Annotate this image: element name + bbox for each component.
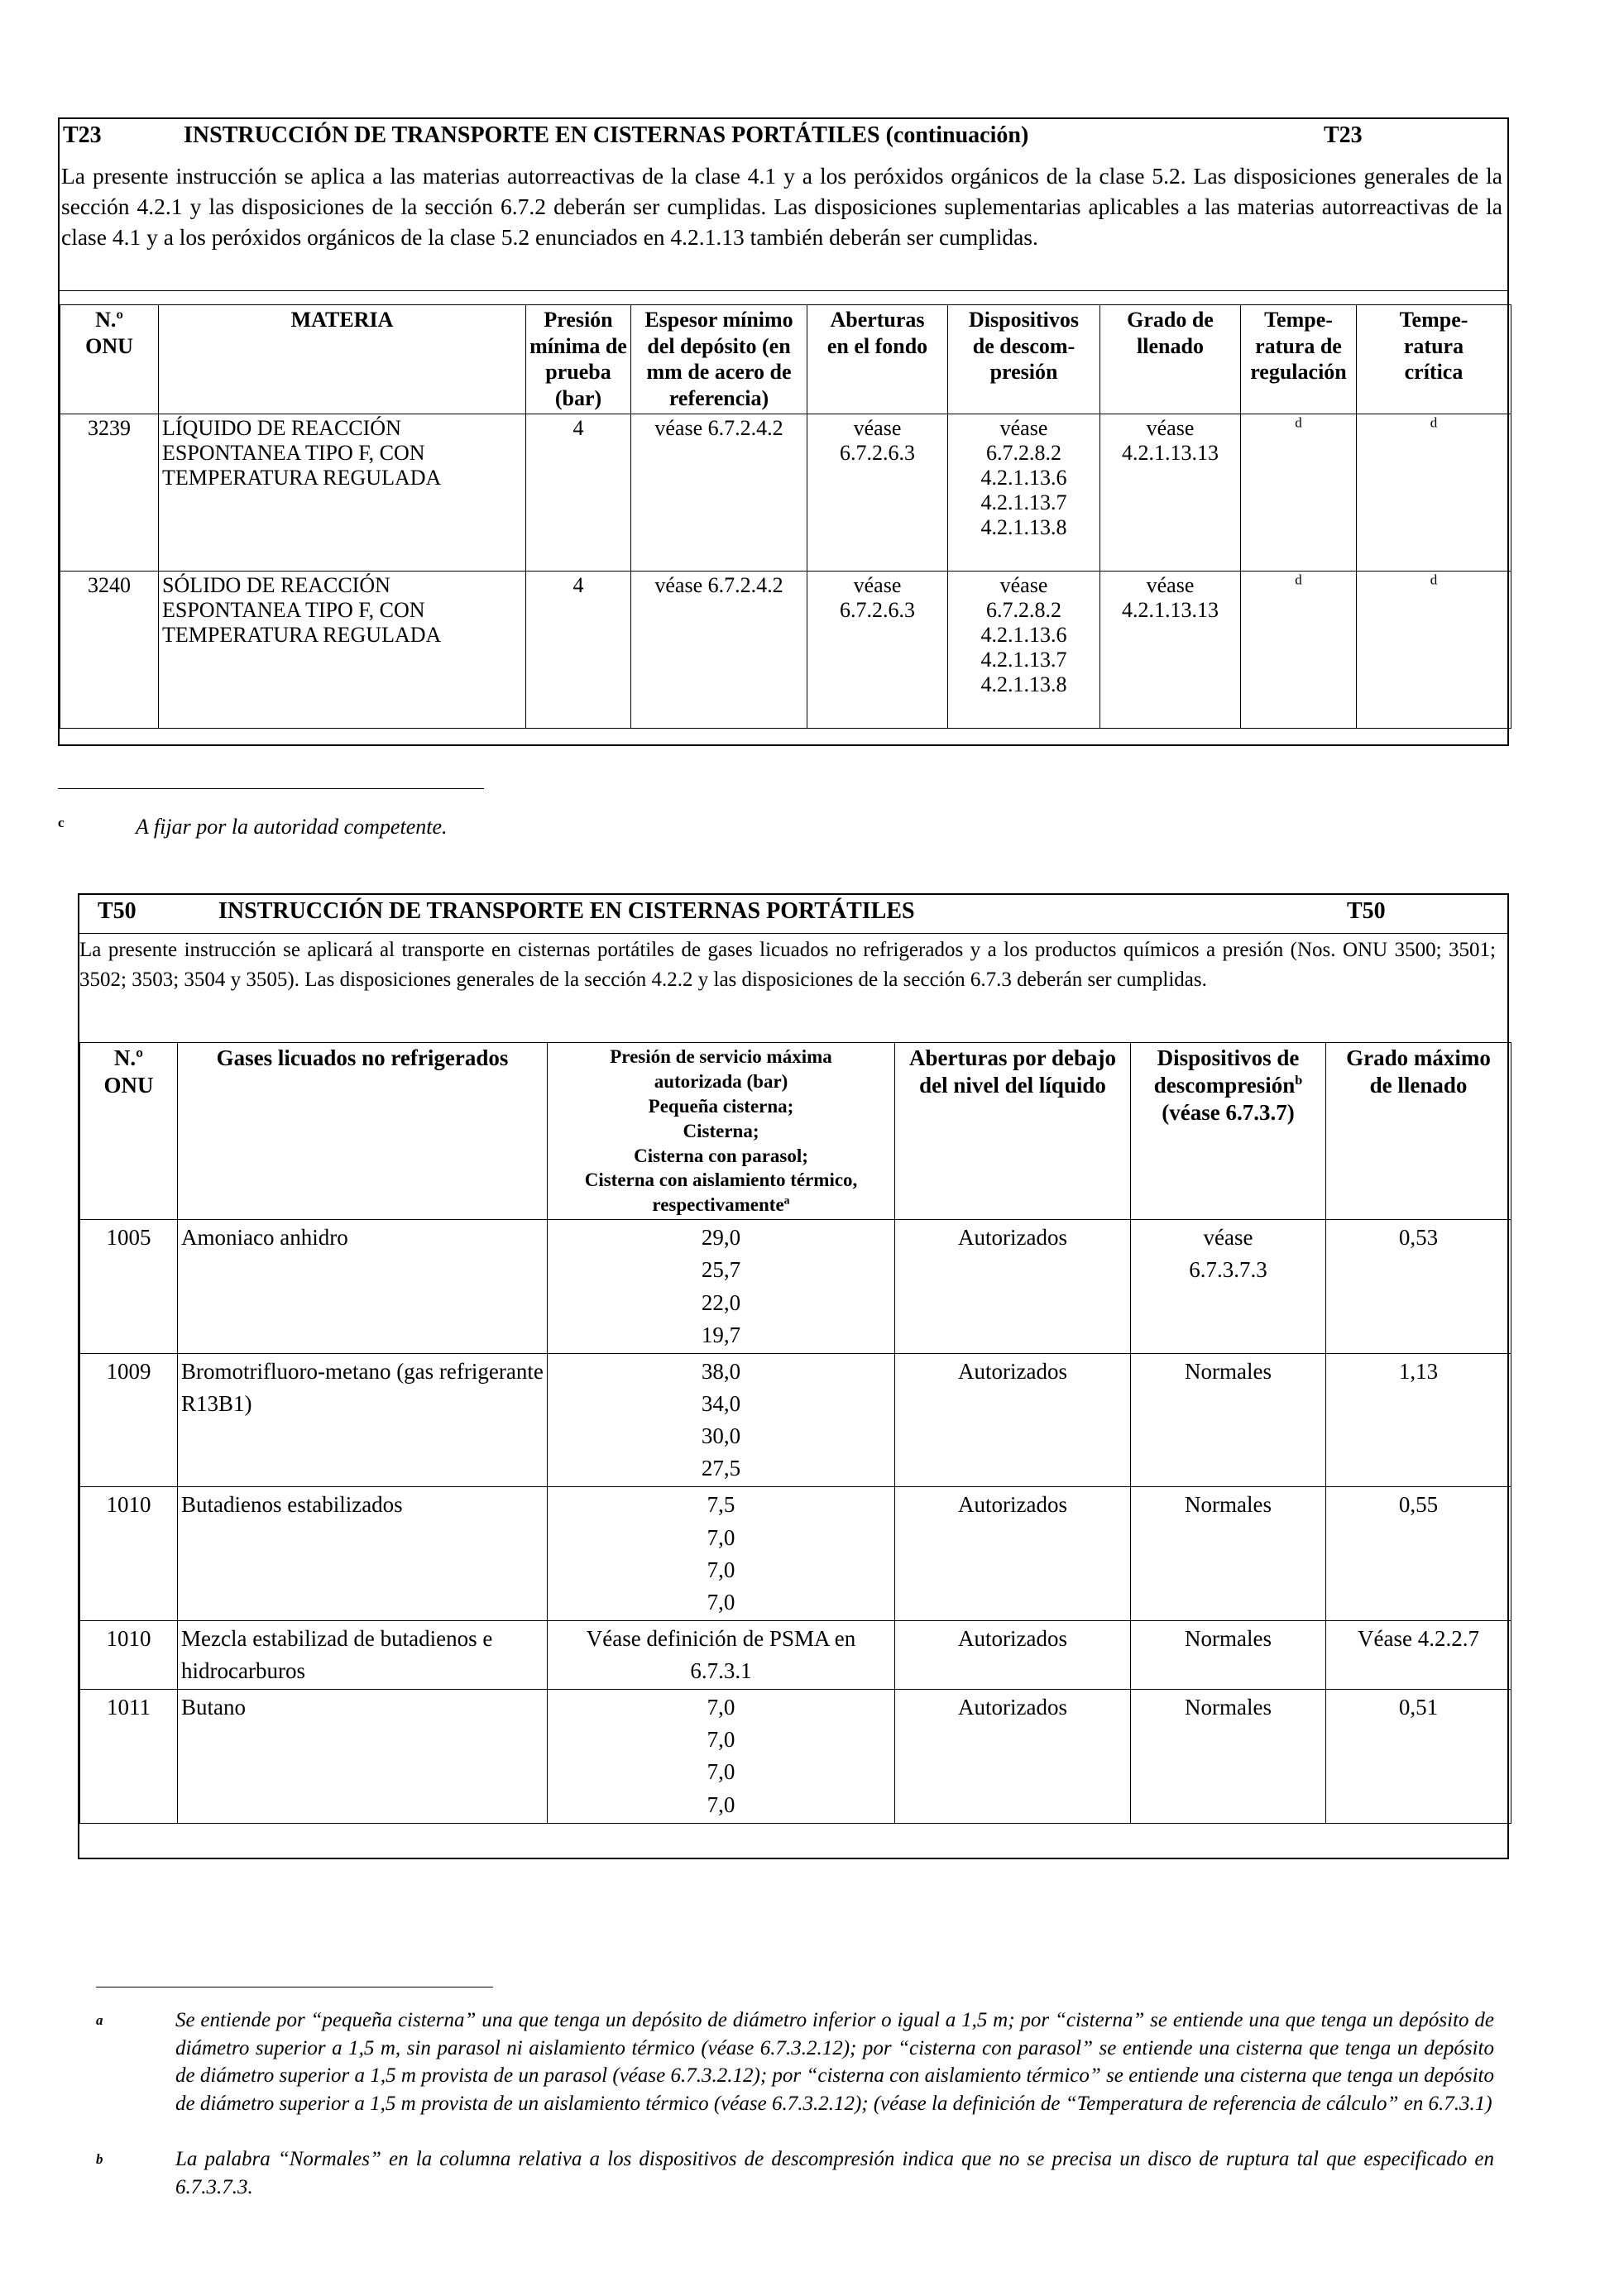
presion-line: 7,0 [707,1589,735,1614]
footnote-c [58,815,802,848]
t50-col-header-presion-line: autorizada (bar) [654,1070,788,1092]
t23-col-header-onu [60,305,159,414]
presion-prueba: 4 [526,414,631,571]
presion-servicio [548,1353,895,1487]
t23-col-header-materia-line: MATERIA [290,308,394,332]
grado-maximo: 0,55 [1326,1487,1511,1621]
presion-line: 7,0 [707,1695,735,1720]
t23-col-header-t-regulacion-line: Tempe- [1264,308,1333,332]
presion-line: 6.7.3.1 [690,1658,752,1684]
presion-line: 7,5 [707,1492,735,1518]
dispositivos-line: véase [1203,1225,1253,1251]
t50-title: INSTRUCCIÓN DE TRANSPORTE EN CISTERNAS PORTÁTILES [218,898,915,924]
t50-intro: La presente instrucción se aplicará al transporte en cisternas portátiles de gases licuados no refrigerados y a los productos químicos a presión (Nos. ONU 3500; 3501; 3502; 3503; 3504 y 3505). Las disposiciones generales de la sección 4.2.2 y las disposiciones de la sección 6.7.3 deberán ser cumplidas. [79,933,1507,1036]
t50-col-header-onu-line: ONU [103,1072,154,1098]
t23-code-left: T23 [63,122,102,148]
t23-col-header-presion-line: (bar) [554,386,602,411]
t23-col-header-materia [159,305,526,414]
materia-line: ESPONTANEA TIPO F, CON [162,440,425,465]
temperatura-critica [1357,414,1511,571]
t23-col-header-t-regulacion-line: regulación [1250,360,1347,385]
t50-col-header-presion-line: respectivamente [652,1194,784,1216]
t50-col-header-aberturas-line: Aberturas por debajo [908,1045,1116,1070]
t23-col-header-t-regulacion [1241,305,1357,414]
t23-col-header-t-critica [1357,305,1511,414]
gas-name: Butano [178,1690,548,1824]
t23-col-header-t-critica-line: crítica [1404,360,1464,385]
t23-header-row [60,305,1511,414]
presion-servicio [548,1487,895,1621]
temperatura-regulacion-note: d [1295,572,1302,588]
t23-col-header-presion-line: mínima de [529,333,627,358]
t23-col-header-t-regulacion-line: ratura de [1255,333,1342,358]
onu-number: 3239 [60,414,159,571]
t50-col-header-aberturas [895,1043,1131,1220]
grado-line: 4.2.1.13.13 [1122,597,1219,622]
t50-code-left: T50 [98,898,137,924]
dispositivos-line: 6.7.3.7.3 [1189,1257,1267,1283]
t23-col-header-onu-line: ONU [85,333,133,358]
t50-col-header-dispositivos-line: (véase 6.7.3.7) [1162,1099,1295,1125]
temperatura-regulacion [1241,414,1357,571]
dispositivos-line: Normales [1185,1358,1272,1384]
gas-name: Butadienos estabilizados [178,1487,548,1621]
aberturas-fondo [807,414,948,571]
materia-line: SÓLIDO DE REACCIÓN [162,572,390,597]
onu-number: 3240 [60,571,159,728]
dispositivos-descompresion [1131,1353,1326,1487]
t23-col-header-dispositivos-line: de descom- [972,333,1075,358]
t23-table-header [60,305,1511,414]
dispositivos-descompresion [948,414,1100,571]
dispositivos-line: 4.2.1.13.7 [980,490,1067,514]
t23-col-header-aberturas-line: Aberturas [830,308,925,332]
t50-col-header-presion-line: Cisterna con aislamiento térmico, [584,1170,858,1191]
t23-col-header-presion [526,305,631,414]
materia-line: ESPONTANEA TIPO F, CON [162,597,425,622]
dispositivos-line: véase [999,572,1048,597]
dispositivos-line: Normales [1185,1492,1272,1518]
footnote-b-ref: b [1295,1072,1303,1088]
t23-col-header-presion-line: prueba [545,360,611,385]
materia-line: LÍQUIDO DE REACCIÓN [162,415,401,440]
grado-line: 4.2.1.13.13 [1122,440,1219,465]
t23-table [60,304,1511,729]
t23-col-header-espesor-line: mm de acero de [646,360,792,385]
t23-col-header-aberturas-line: en el fondo [826,333,928,358]
t23-intro: La presente instrucción se aplica a las materias autorreactivas de la clase 4.1 y a los peróxidos orgánicos de la clase 5.2. Las disposiciones generales de la sección 4.2.1 y las disposiciones de la sección 6.7.2 deberán ser cumplidas. Las disposiciones suplementarias aplicables a las materias autorreactivas de la clase 4.1 y a los peróxidos orgánicos de la clase 5.2 enunciados en 4.2.1.13 también deberán ser cumplidas. [60,152,1507,291]
presion-line: Véase definición de PSMA en [586,1625,856,1651]
aberturas-debajo: Autorizados [895,1487,1131,1621]
presion-line: 7,0 [707,1524,735,1550]
onu-number: 1009 [80,1353,178,1487]
t23-table-row [60,414,1511,571]
t23-col-header-espesor-line: del depósito (en [647,333,791,358]
t50-col-header-dispositivos-line: Dispositivos de [1157,1045,1300,1070]
dispositivos-line: Normales [1185,1695,1272,1720]
grado-maximo: 0,51 [1326,1690,1511,1824]
presion-line: 7,0 [707,1727,735,1753]
t50-table-row [80,1620,1511,1689]
t23-col-header-espesor [631,305,807,414]
dispositivos-descompresion [948,571,1100,728]
t50-col-header-presion-line: Cisterna; [683,1120,759,1141]
aberturas-line: 6.7.2.6.3 [840,440,915,465]
dispositivos-line: 4.2.1.13.6 [980,622,1067,647]
onu-number: 1010 [80,1487,178,1621]
footnote-a-mark: a [96,2012,103,2028]
t50-header-row [80,1043,1511,1220]
t50-col-header-dispositivos-line: descompresión [1153,1072,1296,1098]
presion-line: 7,0 [707,1759,735,1785]
presion-line: 7,0 [707,1557,735,1582]
onu-number: 1011 [80,1690,178,1824]
onu-number: 1010 [80,1620,178,1689]
t23-col-header-grado-line: Grado de [1127,308,1214,332]
grado-maximo: 0,53 [1326,1220,1511,1354]
t23-col-header-t-critica-line: Tempe- [1399,308,1468,332]
presion-prueba: 4 [526,571,631,728]
t23-col-header-grado-line: llenado [1137,333,1204,358]
t50-col-header-dispositivos [1131,1043,1326,1220]
grado-line: véase [1146,572,1195,597]
presion-servicio [548,1690,895,1824]
t23-col-header-dispositivos [948,305,1100,414]
grado-maximo: 1,13 [1326,1353,1511,1487]
temperatura-regulacion-note: d [1295,414,1302,431]
footnote-a-ref: a [783,1193,790,1207]
materia-cell [159,414,526,571]
dispositivos-line: 4.2.1.13.6 [980,465,1067,490]
t23-col-header-dispositivos-line: presión [989,360,1058,385]
t50-code-right: T50 [1347,898,1386,924]
t50-table-row [80,1353,1511,1487]
t23-table-body [60,414,1511,728]
presion-line: 34,0 [701,1390,741,1416]
grado-maximo: Véase 4.2.2.7 [1326,1620,1511,1689]
presion-line: 22,0 [701,1289,741,1315]
espesor-minimo: véase 6.7.2.4.2 [631,414,807,571]
t50-col-header-gases: Gases licuados no refrigerados [178,1043,548,1220]
t50-col-header-onu-line: N.º [113,1045,144,1070]
t50-header [79,895,1507,933]
footnote-a [96,2007,1494,2147]
dispositivos-line: 6.7.2.8.2 [986,440,1061,465]
t23-col-header-dispositivos-line: Dispositivos [969,308,1079,332]
aberturas-debajo: Autorizados [895,1620,1131,1689]
t50-table-row [80,1220,1511,1354]
footnote-b-text: La palabra “Normales” en la columna relativa a los dispositivos de descompresión indica que no se precisa un disco de ruptura tal que especificado en 6.7.3.7.3. [175,2148,1494,2198]
footnote-c-text: A fijar por la autoridad competente. [136,815,448,839]
materia-cell [159,571,526,728]
dispositivos-line: véase [999,415,1048,440]
t50-col-header-aberturas-line: del nivel del líquido [919,1072,1106,1098]
presion-line: 25,7 [701,1257,741,1283]
presion-line: 29,0 [701,1225,741,1251]
t50-col-header-grado-line: Grado máximo [1346,1045,1491,1070]
dispositivos-descompresion [1131,1220,1326,1354]
presion-line: 27,5 [701,1456,741,1481]
presion-servicio [548,1620,895,1689]
aberturas-debajo: Autorizados [895,1690,1131,1824]
t50-table [79,1042,1511,1824]
aberturas-debajo: Autorizados [895,1220,1131,1354]
aberturas-line: 6.7.2.6.3 [840,597,915,622]
footnote-b-mark: b [96,2151,103,2167]
t50-col-header-grado [1326,1043,1511,1220]
dispositivos-line: 4.2.1.13.8 [980,672,1067,696]
t50-col-header-grado-line: de llenado [1369,1072,1468,1098]
grado-llenado [1100,571,1241,728]
t50-col-header-onu [80,1043,178,1220]
aberturas-line: véase [853,415,902,440]
t23-col-header-t-critica-line: ratura [1403,333,1464,358]
footnote-b [96,2145,1494,2203]
dispositivos-line: Normales [1185,1625,1272,1651]
t23-instruction-box [58,117,1509,746]
materia-line: TEMPERATURA REGULADA [162,465,442,490]
t50-table-body [80,1220,1511,1824]
aberturas-debajo: Autorizados [895,1353,1131,1487]
temperatura-regulacion [1241,571,1357,728]
presion-line: 7,0 [707,1791,735,1817]
temperatura-critica-note: d [1430,572,1438,588]
aberturas-line: véase [853,572,902,597]
t23-header [60,119,1507,152]
t23-code-right: T23 [1324,122,1363,148]
grado-llenado [1100,414,1241,571]
t23-title: INSTRUCCIÓN DE TRANSPORTE EN CISTERNAS PORTÁTILES (continuación) [184,122,1029,148]
t23-col-header-aberturas [807,305,948,414]
t23-col-header-espesor-line: Espesor mínimo [644,308,793,332]
materia-line: TEMPERATURA REGULADA [162,622,442,647]
grado-line: véase [1146,415,1195,440]
presion-line: 30,0 [701,1423,741,1449]
aberturas-fondo [807,571,948,728]
onu-number: 1005 [80,1220,178,1354]
dispositivos-descompresion [1131,1690,1326,1824]
presion-servicio [548,1220,895,1354]
t50-col-header-presion [548,1043,895,1220]
t50-table-header [80,1043,1511,1220]
t50-col-header-presion-line: Cisterna con parasol; [634,1145,808,1166]
gas-name: Bromotrifluoro-metano (gas refrigerante R13B1) [178,1353,548,1487]
dispositivos-line: 4.2.1.13.8 [980,514,1067,539]
t50-instruction-box [78,893,1509,1859]
t50-table-row [80,1487,1511,1621]
t50-col-header-presion-line: Presión de servicio máxima [610,1046,832,1067]
t23-col-header-onu-line: N.º [95,308,123,332]
gas-name: Mezcla estabilizad de butadienos e hidrocarburos [178,1620,548,1689]
presion-line: 38,0 [701,1358,741,1384]
temperatura-critica-note: d [1430,414,1438,431]
gas-name: Amoniaco anhidro [178,1220,548,1354]
temperatura-critica [1357,571,1511,728]
t23-col-header-espesor-line: referencia) [668,386,769,411]
t23-table-row [60,571,1511,728]
dispositivos-line: 6.7.2.8.2 [986,597,1061,622]
t23-col-header-grado [1100,305,1241,414]
t50-table-row [80,1690,1511,1824]
dispositivos-descompresion [1131,1620,1326,1689]
footnote-c-mark: c [58,815,65,830]
dispositivos-line: 4.2.1.13.7 [980,647,1067,672]
dispositivos-descompresion [1131,1487,1326,1621]
presion-line: 19,7 [701,1322,741,1347]
footnote-a-text: Se entiende por “pequeña cisterna” una que tenga un depósito de diámetro inferior o igual a 1,5 m; por “cisterna” se entiende una que tenga un depósito de diámetro superior a 1,5 m, sin parasol ni aislamiento térmico (véase 6.7.3.2.12); por “cisterna con parasol” se entiende una cisterna que tenga un depósito de diámetro superior a 1,5 m provista de un parasol (véase 6.7.3.2.12); por “cisterna con aislamiento térmico” se entiende una cisterna que tenga un depósito de diámetro superior a 1,5 m provista de un aislamiento térmico (véase 6.7.3.2.12); (véase la definición de “Temperatura de referencia de cálculo” en 6.7.3.1) [175,2009,1494,2115]
espesor-minimo: véase 6.7.2.4.2 [631,571,807,728]
footnote-separator-1 [58,788,484,789]
t50-col-header-presion-line: Pequeña cisterna; [648,1095,794,1117]
t23-col-header-presion-line: Presión [544,308,613,332]
